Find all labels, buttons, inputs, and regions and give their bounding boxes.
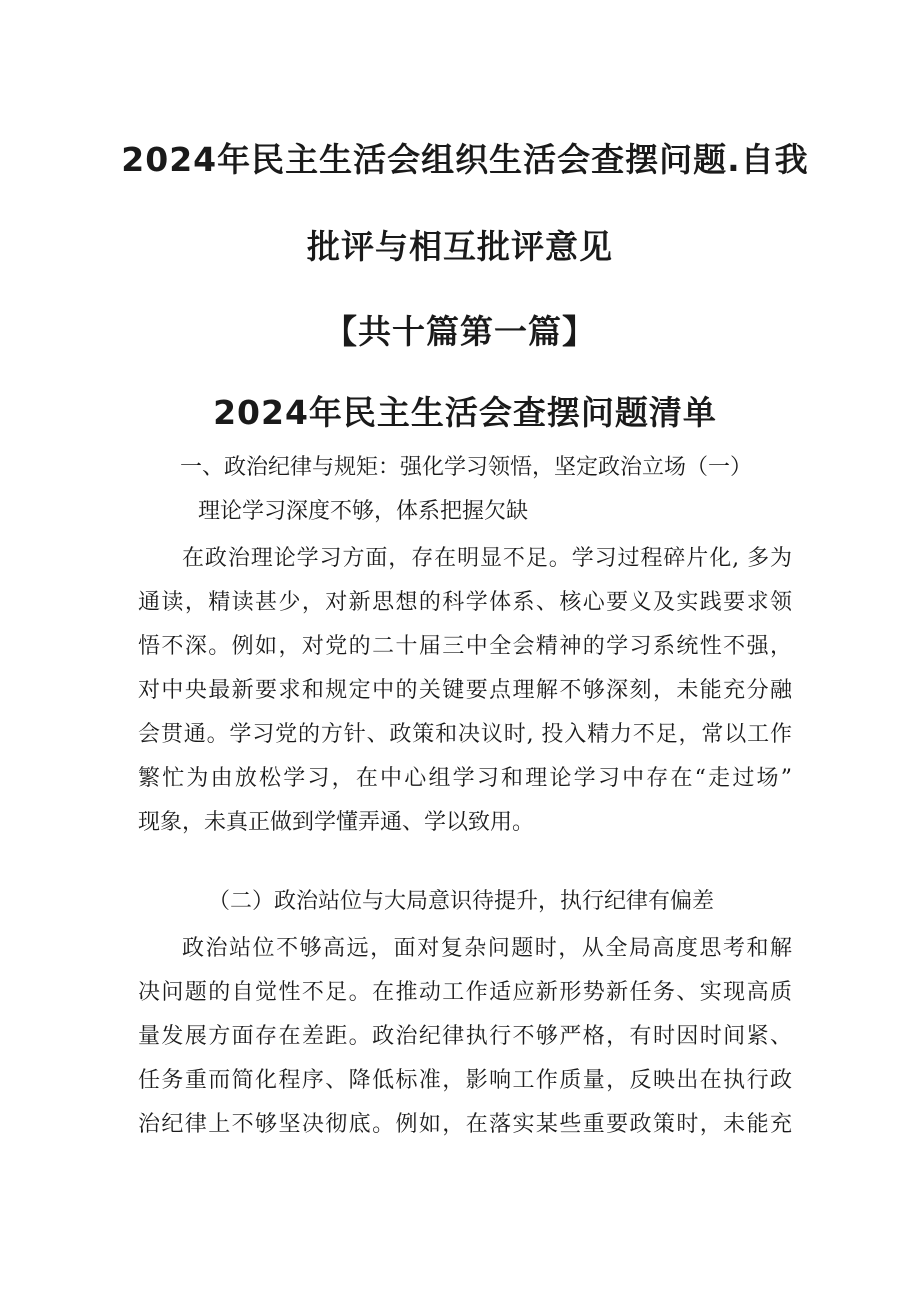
paragraph-1-line: 现象，未真正做到学懂弄通、学以致用。	[138, 810, 535, 835]
paragraph-1-line: 对中央最新要求和规定中的关键要点理解不够深刻，未能充分融	[138, 678, 792, 703]
section-1-subheading: 理论学习深度不够，体系把握欠缺	[198, 499, 529, 524]
paragraph-2-line: 政治站位不够高远，面对复杂问题时，从全局高度思考和解	[182, 936, 792, 961]
paragraph-1-line: 通读，精读甚少，对新思想的科学体系、核心要义及实践要求领	[138, 590, 792, 615]
paragraph-1	[138, 537, 792, 845]
paragraph-1-line: 繁忙为由放松学习，在中心组学习和理论学习中存在“走过场”	[138, 766, 792, 791]
section-2-subheading: （二）政治站位与大局意识待提升，执行纪律有偏差	[208, 889, 715, 914]
paragraph-1-line: 在政治理论学习方面，存在明显不足。学习过程碎片化, 多为	[182, 546, 792, 571]
paragraph-2-line: 决问题的自觉性不足。在推动工作适应新形势新任务、实现高质	[138, 980, 792, 1005]
paragraph-2-line: 量发展方面存在差距。政治纪律执行不够严格，有时因时间紧、	[138, 1024, 792, 1049]
document-subtitle: 2024年民主生活会查摆问题清单	[213, 393, 717, 432]
paragraph-2-line: 治纪律上不够坚决彻底。例如，在落实某些重要政策时，未能充	[138, 1112, 792, 1137]
section-1-heading: 一、政治纪律与规矩：强化学习领悟，坚定政治立场（一）	[180, 455, 753, 480]
paragraph-1-line: 会贯通。学习党的方针、政策和决议时, 投入精力不足，常以工作	[138, 722, 792, 747]
paragraph-1-line: 悟不深。例如，对党的二十届三中全会精神的学习系统性不强，	[138, 634, 792, 659]
document-title-line-1: 2024年民主生活会组织生活会查摆问题.自我	[121, 140, 809, 179]
paragraph-2	[138, 927, 792, 1147]
paragraph-2-line: 任务重而简化程序、降低标准，影响工作质量，反映出在执行政	[138, 1068, 792, 1093]
document-series-label: 【共十篇第一篇】	[324, 312, 596, 351]
document-title-line-2: 批评与相互批评意见	[307, 227, 613, 266]
